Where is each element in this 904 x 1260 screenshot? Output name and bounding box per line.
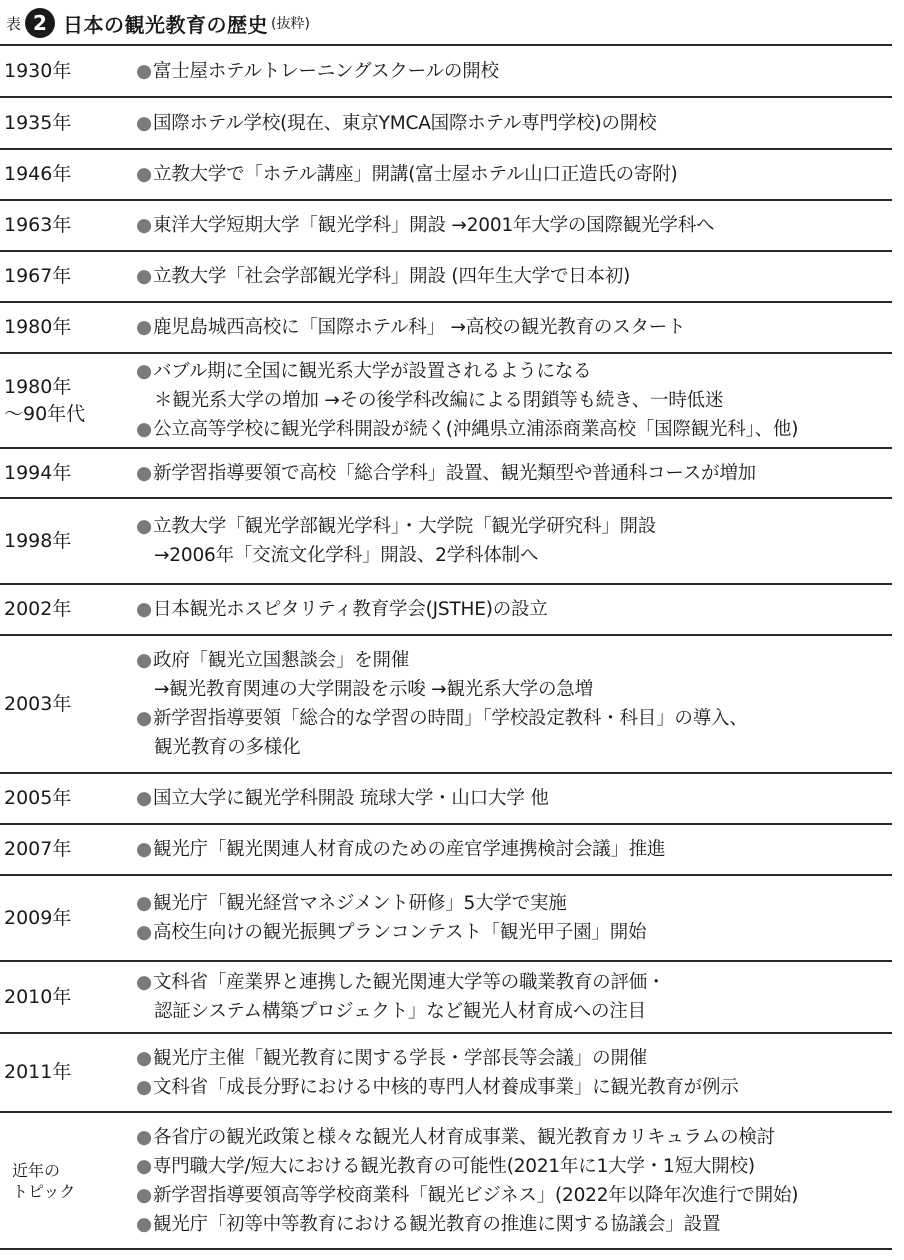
event-item: [136, 415, 892, 444]
event-subline: 認証システム構築プロジェクト」など観光人材育成への注目: [154, 1001, 646, 1022]
year-cell: 1946年: [4, 163, 72, 185]
table-row: [0, 1113, 892, 1248]
events-cell: [130, 512, 892, 570]
bullet-icon: ●: [136, 788, 152, 809]
table-row: [0, 303, 892, 352]
event-text: 立教大学「観光学部観光学科」・大学院「観光学研究科」開設: [152, 516, 657, 537]
events-cell: [130, 968, 892, 1026]
bullet-icon: ●: [136, 317, 152, 338]
events-cell: [130, 1123, 892, 1239]
table-row: [0, 774, 892, 823]
event-text: 政府「観光立国懇談会」を開催: [152, 650, 410, 671]
events-cell: [130, 313, 892, 342]
event-item: [136, 57, 892, 86]
year-cell: 近年の トピック: [12, 1160, 76, 1201]
event-subline: ＊観光系大学の増加 →その後学科改編による閉鎖等も続き、一時低迷: [154, 390, 724, 411]
events-cell: [130, 109, 892, 138]
event-item: [136, 1210, 892, 1239]
event-text: 高校生向けの観光振興プランコンテスト「観光甲子園」開始: [152, 922, 647, 943]
events-cell: [130, 211, 892, 240]
bullet-icon: ●: [136, 419, 152, 440]
event-item: [136, 1073, 892, 1102]
table-row: [0, 1034, 892, 1111]
events-cell: [130, 57, 892, 86]
events-cell: [130, 835, 892, 864]
table-row: [0, 825, 892, 874]
event-item: [136, 784, 892, 813]
table-row: [0, 449, 892, 497]
bullet-icon: ●: [136, 893, 152, 914]
year-cell: 1980年: [4, 316, 72, 338]
event-subline: →2006年「交流文化学科」開設、2学科体制へ: [154, 545, 539, 566]
event-item: [136, 109, 892, 138]
event-item: [136, 459, 892, 488]
table-row: [0, 150, 892, 199]
year-cell: 2002年: [4, 598, 72, 620]
event-text: 文科省「成長分野における中核的専門人材養成事業」に観光教育が例示: [152, 1076, 739, 1098]
bullet-icon: ●: [136, 164, 152, 185]
bullet-icon: ●: [136, 1126, 152, 1148]
events-cell: [130, 595, 892, 624]
year-cell: 1963年: [4, 214, 72, 236]
bullet-icon: ●: [136, 1076, 152, 1098]
bullet-icon: ●: [136, 1184, 152, 1206]
bullet-icon: ●: [136, 361, 152, 382]
event-item: [136, 211, 892, 240]
bullet-icon: ●: [136, 266, 152, 287]
table-row: [0, 876, 892, 960]
year-cell: 1994年: [4, 461, 72, 484]
bullet-icon: ●: [136, 1213, 152, 1235]
table-row: [0, 962, 892, 1032]
bullet-icon: ●: [136, 1155, 152, 1177]
event-item: [136, 968, 892, 997]
bullet-icon: ●: [136, 972, 152, 993]
year-cell: 1967年: [4, 265, 72, 287]
event-item: [136, 889, 892, 918]
table-row: [0, 499, 892, 583]
event-item: [136, 512, 892, 541]
table-row: [0, 201, 892, 250]
bullet-icon: ●: [136, 708, 152, 729]
event-item: [136, 595, 892, 624]
year-cell: 2009年: [4, 906, 72, 929]
row-divider: [0, 1248, 892, 1250]
bullet-icon: ●: [136, 1047, 152, 1069]
event-text: 各省庁の観光政策と様々な観光人材育成事業、観光教育カリキュラムの検討: [152, 1126, 775, 1148]
event-text: 観光庁主催「観光教育に関する学長・学部長等会議」の開催: [152, 1047, 648, 1069]
event-text: 新学習指導要領「総合的な学習の時間」「学校設定教科・科目」の導入、: [152, 708, 748, 729]
event-item: [136, 835, 892, 864]
table-row: [0, 636, 892, 772]
table-heading-note: (抜粋): [271, 16, 310, 32]
event-item: [136, 918, 892, 947]
table-prefix: 表: [6, 14, 22, 33]
year-cell: 1980年 ～90年代: [4, 375, 86, 425]
table-heading: 日本の観光教育の歴史: [63, 12, 269, 37]
events-cell: [130, 889, 892, 947]
bullet-icon: ●: [136, 650, 152, 671]
event-subline: 観光教育の多様化: [154, 737, 301, 758]
table-row: [0, 98, 892, 148]
table-row: [0, 46, 892, 96]
event-item: [136, 1123, 892, 1152]
event-item: [136, 262, 892, 291]
event-subline: →観光教育関連の大学開設を示唆 →観光系大学の急増: [154, 679, 593, 700]
event-item: [136, 313, 892, 342]
event-item: [136, 357, 892, 386]
events-cell: [130, 357, 892, 444]
event-text: 観光庁「観光関連人材育成のための産官学連携検討会議」推進: [152, 839, 666, 860]
year-cell: 2010年: [4, 985, 72, 1008]
event-text: 文科省「産業界と連携した観光関連大学等の職業教育の評価・: [152, 972, 666, 993]
event-item: [136, 1152, 892, 1181]
event-text: 東洋大学短期大学「観光学科」開設 →2001年大学の国際観光学科へ: [152, 215, 715, 236]
table-row: [0, 354, 892, 447]
table-row: [0, 585, 892, 634]
year-cell: 2003年: [4, 692, 72, 715]
events-cell: [130, 646, 892, 762]
event-text: 鹿児島城西高校に「国際ホテル科」 →高校の観光教育のスタート: [152, 317, 686, 338]
table-title: [6, 6, 310, 40]
table-row: [0, 252, 892, 301]
events-cell: [130, 459, 892, 488]
event-item: [136, 646, 892, 675]
event-text: 新学習指導要領高等学校商業科「観光ビジネス」(2022年以降年次進行で開始): [152, 1184, 799, 1206]
bullet-icon: ●: [136, 922, 152, 943]
year-cell: 1998年: [4, 529, 72, 552]
bullet-icon: ●: [136, 215, 152, 236]
event-text: 新学習指導要領で高校「総合学科」設置、観光類型や普通科コースが増加: [152, 462, 756, 484]
event-text: 国際ホテル学校(現在、東京YMCA国際ホテル専門学校)の開校: [152, 112, 657, 134]
bullet-icon: ●: [136, 599, 152, 620]
bullet-icon: ●: [136, 60, 152, 82]
event-item: [136, 1181, 892, 1210]
events-cell: [130, 262, 892, 291]
events-cell: [130, 1044, 892, 1102]
year-cell: 2011年: [4, 1061, 72, 1083]
year-cell: 1935年: [4, 111, 72, 134]
event-text: バブル期に全国に観光系大学が設置されるようになる: [152, 361, 592, 382]
events-cell: [130, 160, 892, 189]
bullet-icon: ●: [136, 516, 152, 537]
bullet-icon: ●: [136, 112, 152, 134]
event-text: 立教大学で「ホテル講座」開講(富士屋ホテル山口正造氏の寄附): [152, 164, 678, 185]
bullet-icon: ●: [136, 462, 152, 484]
event-text: 公立高等学校に観光学科開設が続く(沖縄県立浦添商業高校「国際観光科」、他): [152, 419, 799, 440]
event-text: 立教大学「社会学部観光学科」開設 (四年生大学で日本初): [152, 266, 631, 287]
year-cell: 1930年: [4, 59, 72, 82]
event-text: 国立大学に観光学科開設 琉球大学・山口大学 他: [152, 788, 549, 809]
year-cell: 2007年: [4, 838, 72, 860]
event-text: 富士屋ホテルトレーニングスクールの開校: [152, 60, 499, 82]
events-cell: [130, 784, 892, 813]
event-item: [136, 1044, 892, 1073]
event-text: 観光庁「初等中等教育における観光教育の推進に関する協議会」設置: [152, 1213, 721, 1235]
event-text: 観光庁「観光経営マネジメント研修」5大学で実施: [152, 893, 567, 914]
event-item: [136, 704, 892, 733]
event-text: 専門職大学/短大における観光教育の可能性(2021年に1大学・1短大開校): [152, 1155, 755, 1177]
event-text: 日本観光ホスピタリティ教育学会(JSTHE)の設立: [152, 599, 548, 620]
bullet-icon: ●: [136, 839, 152, 860]
table-number-badge: 2: [25, 8, 55, 38]
event-item: [136, 160, 892, 189]
year-cell: 2005年: [4, 787, 72, 809]
